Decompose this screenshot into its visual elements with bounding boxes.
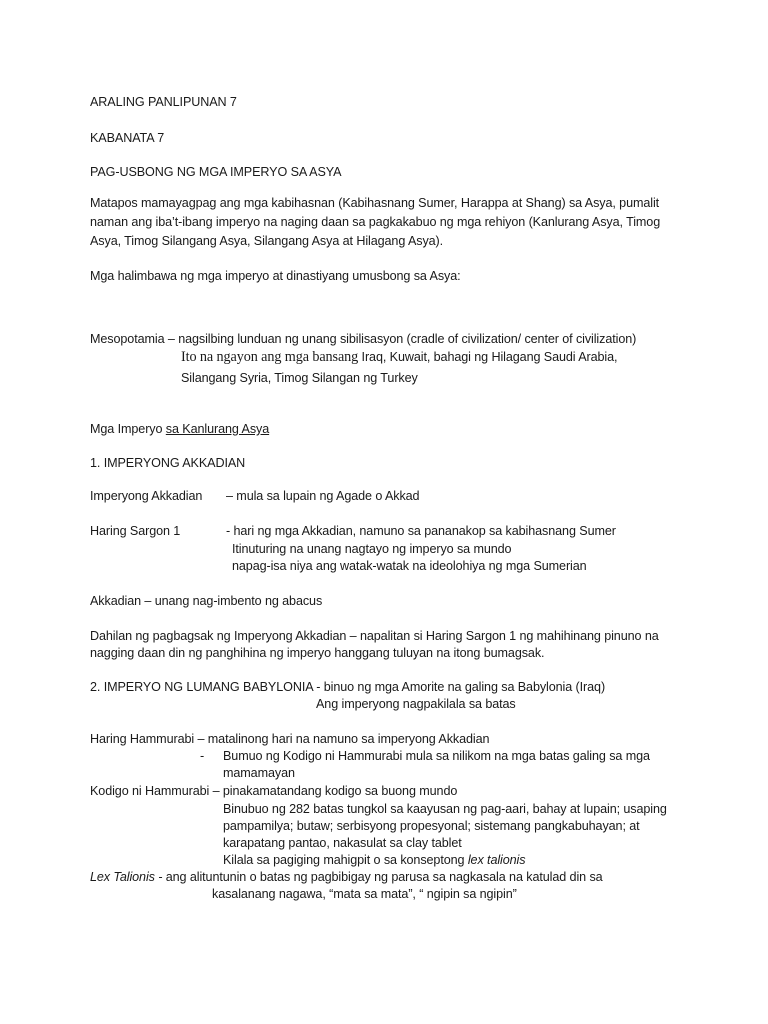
lex-talionis-line-1 bbox=[90, 869, 603, 885]
mesopotamia-countries-list: Iraq, Kuwait, bahagi ng Hilagang Saudi Arabia, bbox=[358, 350, 618, 364]
kodigo-line: Kodigo ni Hammurabi – pinakamatandang kodigo sa buong mundo bbox=[90, 784, 458, 798]
king-sargon-desc-2: Itinuturing na unang nagtayo ng imperyo sa mundo bbox=[232, 542, 512, 556]
akkadian-empire-label: Imperyong Akkadian bbox=[90, 489, 203, 503]
akkadian-fall-line-1: Dahilan ng pagbagsak ng Imperyong Akkadian – napalitan si Haring Sargon 1 ng mahihinang pinuno na bbox=[90, 629, 659, 643]
mesopotamia-line-3: Silangang Syria, Timog Silangan ng Turkey bbox=[181, 371, 418, 385]
akkadian-heading: 1. IMPERYONG AKKADIAN bbox=[90, 456, 246, 470]
kodigo-desc-1: Binubuo ng 282 batas tungkol sa kaayusan ng pag-aari, bahay at lupain; usaping bbox=[223, 802, 667, 816]
mesopotamia-line-2 bbox=[181, 349, 617, 365]
hammurabi-line: Haring Hammurabi – matalinong hari na namuno sa imperyong Akkadian bbox=[90, 732, 490, 746]
intro-line-1: Matapos mamayagpag ang mga kabihasnan (Kabihasnang Sumer, Harappa at Shang) sa Asya, pumalit bbox=[90, 196, 660, 210]
west-asia-heading bbox=[90, 421, 269, 437]
akkadian-empire-desc: – mula sa lupain ng Agade o Akkad bbox=[226, 489, 420, 503]
babylonia-heading: 2. IMPERYO NG LUMANG BABYLONIA - binuo ng mga Amorite na galing sa Babylonia (Iraq) bbox=[90, 680, 606, 694]
akkadian-fall-line-2: nagging daan din ng panghihina ng imperyo hanggang tuluyan na itong bumagsak. bbox=[90, 646, 545, 660]
mesopotamia-countries-intro: Ito na ngayon ang mga bansang bbox=[181, 349, 359, 365]
lex-talionis-label: Lex Talionis - bbox=[90, 870, 166, 884]
kilala-prefix: Kilala sa pagiging mahigpit o sa konseptong bbox=[223, 853, 468, 867]
examples-heading: Mga halimbawa ng mga imperyo at dinastiyang umusbong sa Asya: bbox=[90, 269, 461, 283]
hammurabi-bullet-line-1: Bumuo ng Kodigo ni Hammurabi mula sa nilikom na mga batas galing sa mga bbox=[223, 749, 650, 763]
document-title: PAG-USBONG NG MGA IMPERYO SA ASYA bbox=[90, 165, 342, 179]
intro-line-2: naman ang iba’t-ibang imperyo na naging daan sa pagkakabuo ng mga rehiyon (Kanlurang Asya, Timog bbox=[90, 215, 661, 229]
king-sargon-desc-3: napag-isa niya ang watak-watak na ideolohiya ng mga Sumerian bbox=[232, 559, 587, 573]
lex-talionis-term: lex talionis bbox=[467, 853, 526, 867]
chapter-heading: KABANATA 7 bbox=[90, 131, 165, 145]
subject-heading: ARALING PANLIPUNAN 7 bbox=[90, 95, 237, 109]
kodigo-desc-2: pampamilya; butaw; serbisyong propesyonal; sistemang pangkabuhayan; at bbox=[223, 819, 640, 833]
akkadian-abacus: Akkadian – unang nag-imbento ng abacus bbox=[90, 594, 323, 608]
hammurabi-bullet-line-2: mamamayan bbox=[223, 766, 295, 780]
kodigo-desc-3: karapatang pantao, nakasulat sa clay tablet bbox=[223, 836, 462, 850]
king-sargon-desc-1: - hari ng mga Akkadian, namuno sa pananakop sa kabihasnang Sumer bbox=[226, 524, 616, 538]
west-asia-prefix: Mga Imperyo bbox=[90, 422, 166, 436]
intro-line-3: Asya, Timog Silangang Asya, Silangang Asya at Hilagang Asya). bbox=[90, 234, 444, 248]
mesopotamia-line-1: Mesopotamia – nagsilbing lunduan ng unang sibilisasyon (cradle of civilization/ center of civilization) bbox=[90, 332, 637, 346]
lex-talionis-desc-1: ang alituntunin o batas ng pagbibigay ng parusa sa nagkasala na katulad din sa bbox=[165, 870, 603, 884]
king-sargon-label: Haring Sargon 1 bbox=[90, 524, 181, 538]
hammurabi-bullet-dash: - bbox=[200, 749, 205, 763]
lex-talionis-line-2: kasalanang nagawa, “mata sa mata”, “ ngipin sa ngipin” bbox=[212, 887, 517, 901]
babylonia-subheading: Ang imperyong nagpakilala sa batas bbox=[316, 697, 516, 711]
west-asia-underlined: sa Kanlurang Asya bbox=[165, 422, 270, 436]
kilala-line bbox=[223, 852, 525, 868]
